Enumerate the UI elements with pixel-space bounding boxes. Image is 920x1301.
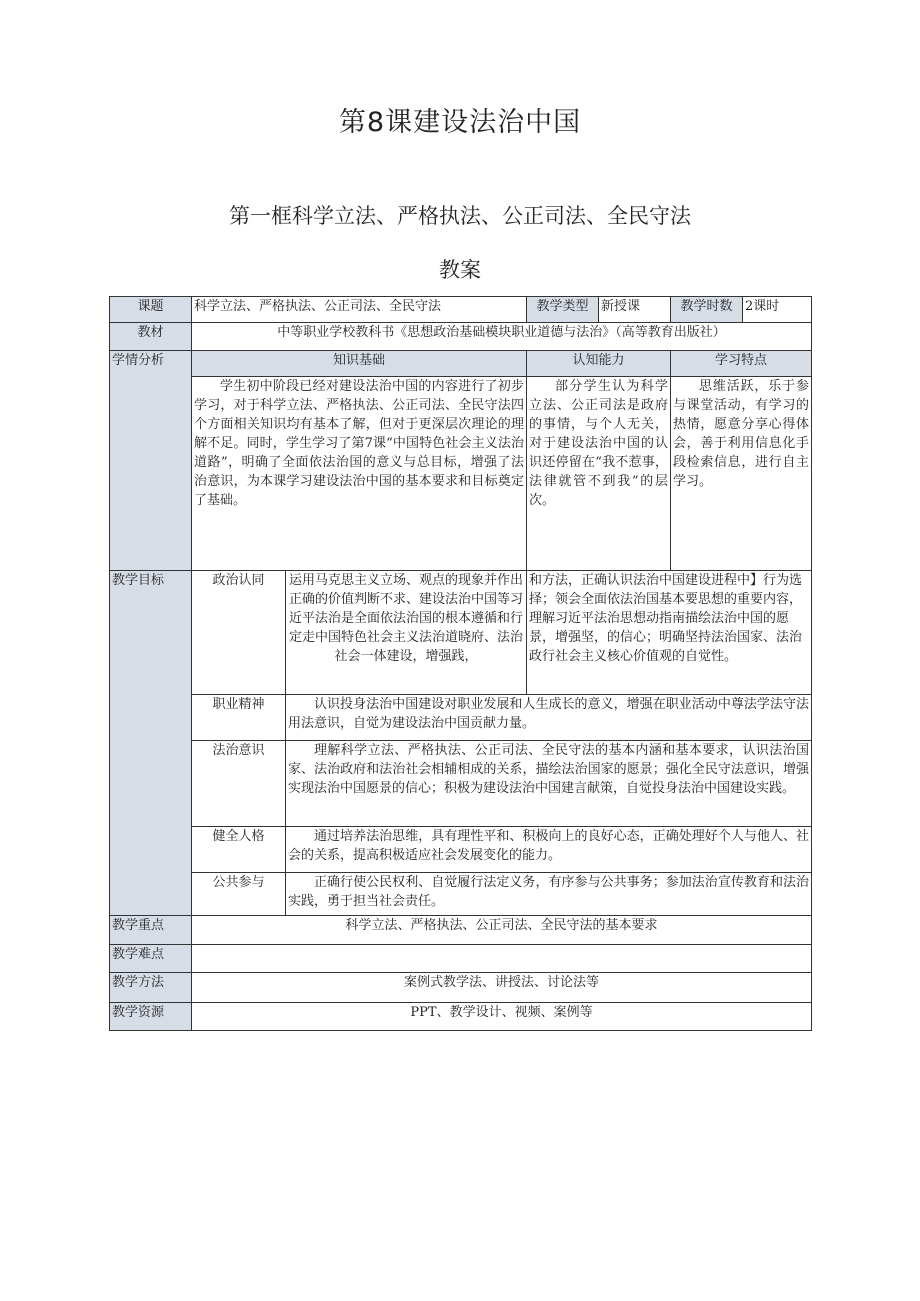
- difficulties-value: [192, 945, 812, 973]
- objective-text-political-right: 和方法，正确认识法治中国建设进程中】行为选择；领会全面依法治国基本要思想的重要内容，理解习近平法治思想动指南描绘法治中国的愿景，增强坚，的信心；明确坚持法治国家、法治政行社会主义核心价值观的自觉性。: [527, 571, 812, 695]
- knowledge-text: 学生初中阶段已经对建设法治中国的内容进行了初步学习，对于科学立法、严格执法、公正司法、全民守法四个方面相关知识均有基本了解，但对于更深层次理论的理解不足。同时，学生学习了第7课“中国特色社会主义法治道路”，明确了全面依法治国的意义与总目标，增强了法治意识，为本课学习建设法治中国的基本要求和目标奠定了基础。: [192, 377, 527, 571]
- features-text: 思维活跃，乐于参与课堂活动，有学习的热情，愿意分享心得体会，善于利用信息化手段检索信息，进行自主学习。: [671, 377, 812, 571]
- knowledge-header: 知识基础: [192, 351, 527, 377]
- topic-label: 课题: [110, 297, 192, 323]
- resources-value: PPT、教学设计、视频、案例等: [192, 1003, 812, 1031]
- methods-label: 教学方法: [110, 973, 192, 1003]
- textbook-row: [110, 323, 812, 351]
- topic-row: [110, 297, 812, 323]
- hours-label: 教学时数: [671, 297, 743, 323]
- key-points-row: [110, 916, 812, 945]
- features-header: 学习特点: [671, 351, 812, 377]
- document-type: 教案: [439, 258, 481, 282]
- objective-name-legal: 法治意识: [192, 741, 286, 827]
- learner-content-row: [110, 377, 812, 571]
- cognition-text: 部分学生认为科学立法、公正司法是政府的事情，与个人无关，对于建设法治中国的认识还停留在“我不惹事，法律就管不到我”的层次。: [527, 377, 671, 571]
- textbook-value: 中等职业学校教科书《思想政治基础模块职业道德与法治》（高等教育出版社）: [192, 323, 812, 351]
- textbook-label: 教材: [110, 323, 192, 351]
- lesson-title: 第8课建设法治中国: [338, 107, 582, 138]
- resources-label: 教学资源: [110, 1003, 192, 1031]
- cognition-header: 认知能力: [527, 351, 671, 377]
- resources-row: [110, 1003, 812, 1031]
- learner-header-row: [110, 351, 812, 377]
- objective-text-professional: 认识投身法治中国建设对职业发展和人生成长的意义，增强在职业活动中尊法学法守法用法意识，自觉为建设法治中国贡献力量。: [286, 695, 812, 741]
- objective-text-personality: 通过培养法治思维，具有理性平和、积极向上的良好心态，正确处理好个人与他人、社会的关系，提高积极适应社会发展变化的能力。: [286, 827, 812, 873]
- objective-name-political: 政治认同: [192, 571, 286, 695]
- objective-row-legal: [110, 741, 812, 827]
- methods-value: 案例式教学法、讲授法、讨论法等: [192, 973, 812, 1003]
- hours-value: 2课时: [743, 297, 812, 323]
- objective-name-personality: 健全人格: [192, 827, 286, 873]
- topic-value: 科学立法、严格执法、公正司法、全民守法: [192, 297, 527, 323]
- learner-analysis-label: 学情分析: [110, 351, 192, 571]
- objective-row-personality: [110, 827, 812, 873]
- objective-name-public: 公共参与: [192, 873, 286, 916]
- objective-row-political: [110, 571, 812, 695]
- key-points-label: 教学重点: [110, 916, 192, 945]
- objectives-label: 教学目标: [110, 571, 192, 916]
- objective-text-legal: 理解科学立法、严格执法、公正司法、全民守法的基本内涵和基本要求，认识法治国家、法治政府和法治社会相辅相成的关系，描绘法治国家的愿景；强化全民守法意识，增强实现法治中国愿景的信心；积极为建设法治中国建言献策，自觉投身法治中国建设实践。: [286, 741, 812, 827]
- lesson-plan-table: [109, 296, 812, 1031]
- difficulties-row: [110, 945, 812, 973]
- type-label: 教学类型: [527, 297, 599, 323]
- objective-text-political-left: 运用马克思主义立场、观点的现象并作出正确的价值判断不求、建设法治中国等习近平法治是全面依法治国的根本遵循和行定走中国特色社会主义法治道晓府、法治社会一体建设，增强践，: [286, 571, 527, 695]
- methods-row: [110, 973, 812, 1003]
- section-title: 第一框科学立法、严格执法、公正司法、全民守法: [229, 204, 691, 228]
- key-points-value: 科学立法、严格执法、公正司法、全民守法的基本要求: [192, 916, 812, 945]
- type-value: 新授课: [599, 297, 671, 323]
- objective-text-public: 正确行使公民权利、自觉履行法定义务，有序参与公共事务；参加法治宣传教育和法治实践，勇于担当社会责任。: [286, 873, 812, 916]
- objective-row-public: [110, 873, 812, 916]
- difficulties-label: 教学难点: [110, 945, 192, 973]
- objective-name-professional: 职业精神: [192, 695, 286, 741]
- objective-row-professional: [110, 695, 812, 741]
